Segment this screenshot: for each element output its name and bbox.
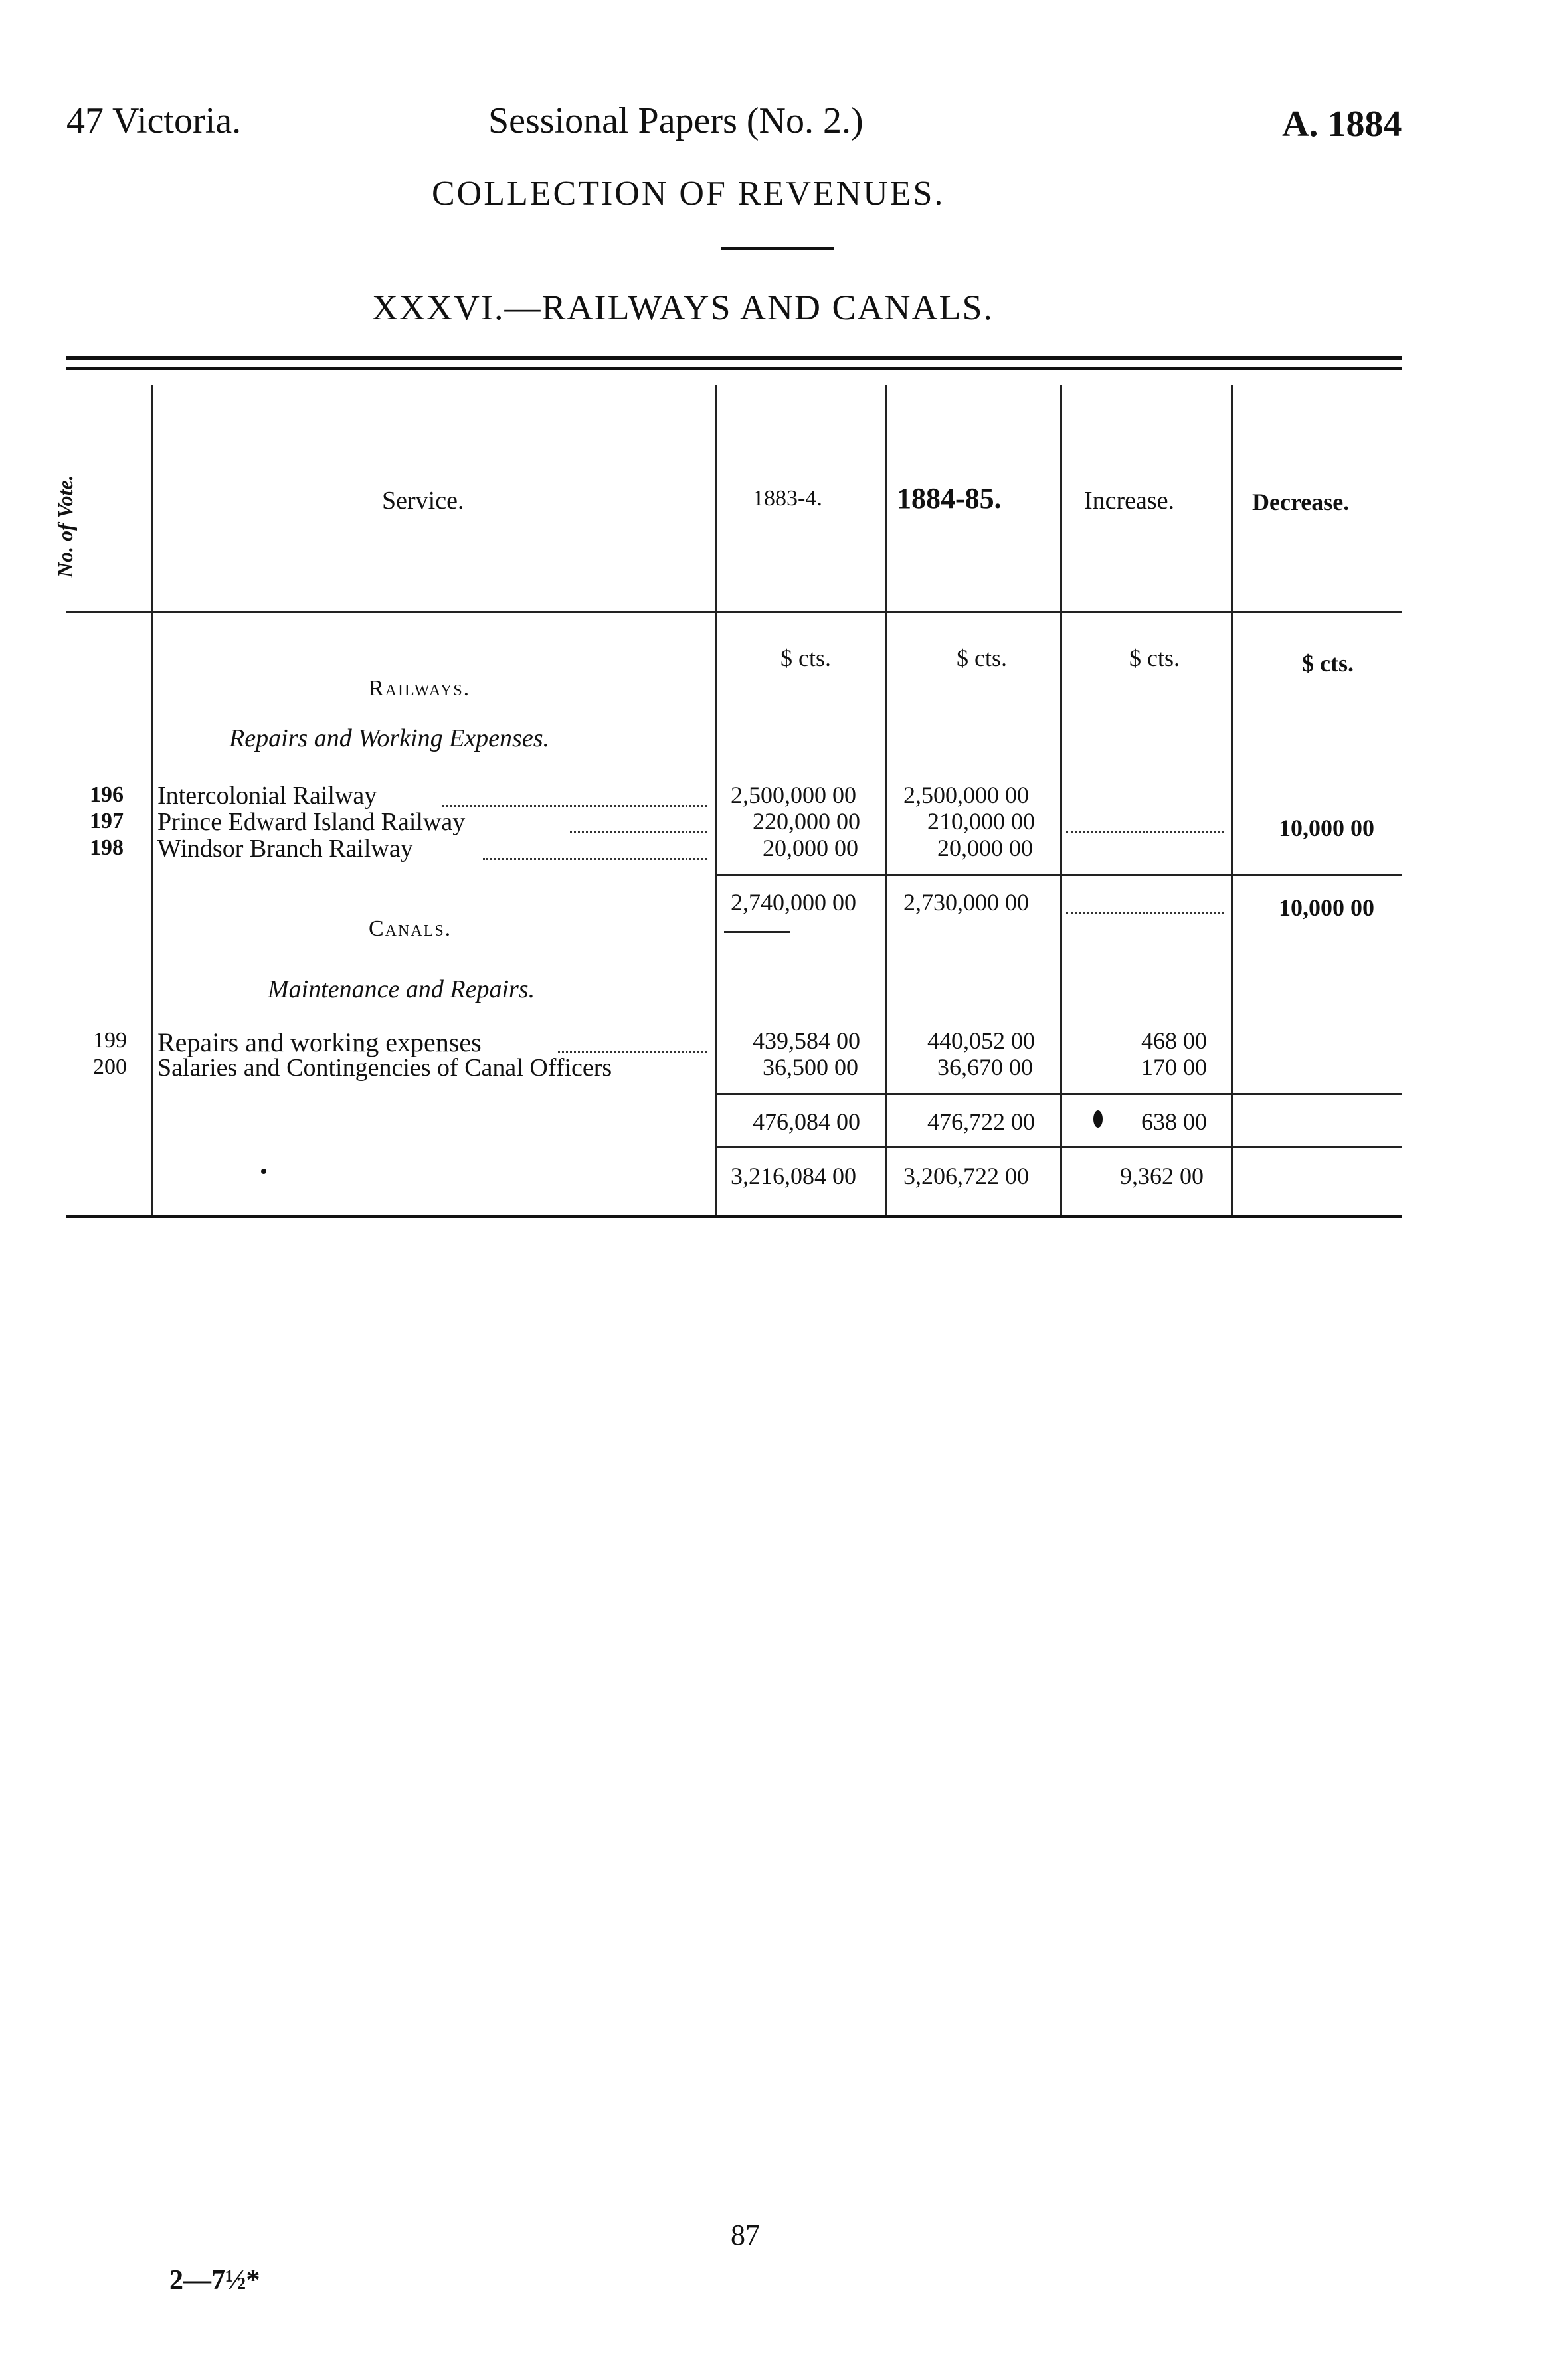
vote-number: 200	[93, 1055, 127, 1079]
vote-number: 197	[90, 809, 124, 833]
amount-1883-4: 439,584 00	[753, 1027, 860, 1054]
col-header-increase: Increase.	[1084, 487, 1175, 515]
service-name: Intercolonial Railway	[157, 782, 377, 809]
amount-1883-4: 2,500,000 00	[731, 782, 856, 808]
subtotal-increase: 638 00	[1141, 1108, 1207, 1135]
service-name: Windsor Branch Railway	[157, 835, 413, 863]
header-left: 47 Victoria.	[66, 100, 242, 141]
title-short-rule	[721, 247, 834, 250]
unit-decrease: $ cts.	[1302, 650, 1354, 677]
col-header-1883-4: 1883-4.	[753, 486, 822, 511]
amount-decrease: 10,000 00	[1279, 815, 1374, 841]
header-right: A. 1884	[1282, 104, 1402, 145]
subtotal-decrease: 10,000 00	[1279, 894, 1374, 921]
subtotal-rule	[717, 874, 1402, 876]
leader-dots	[442, 805, 707, 807]
section-heading-railways: Railways.	[369, 676, 471, 701]
vote-number: 196	[90, 782, 124, 807]
subtotal-1883-4: 476,084 00	[753, 1108, 860, 1135]
amount-1884-85: 210,000 00	[927, 808, 1035, 835]
table-top-rule-2	[66, 367, 1402, 370]
unit-y2: $ cts.	[957, 645, 1007, 671]
signature-mark: 2—7½*	[169, 2265, 260, 2296]
col-header-1884-85: 1884-85.	[897, 482, 1002, 515]
col-line-increase	[1231, 385, 1233, 1215]
table-top-rule	[66, 356, 1402, 360]
amount-1884-85: 20,000 00	[937, 835, 1033, 861]
section-heading-canals: Canals.	[369, 916, 452, 941]
section-subheading-canals: Maintenance and Repairs.	[268, 976, 535, 1003]
subtotal-1884-85: 2,730,000 00	[903, 889, 1029, 916]
col-header-service: Service.	[382, 487, 464, 515]
grand-total-increase: 9,362 00	[1120, 1163, 1204, 1189]
leader-dots	[1066, 831, 1224, 833]
col-header-decrease: Decrease.	[1252, 489, 1350, 515]
header-center: Sessional Papers (No. 2.)	[488, 100, 864, 141]
subtotal-1883-4: 2,740,000 00	[731, 889, 856, 916]
amount-1883-4: 220,000 00	[753, 808, 860, 835]
subtotal-underline	[724, 931, 790, 933]
amount-1883-4: 20,000 00	[763, 835, 858, 861]
amount-increase: 170 00	[1141, 1054, 1207, 1080]
service-name: Prince Edward Island Railway	[157, 808, 466, 836]
vote-number: 198	[90, 835, 124, 860]
bullet-mark	[1093, 1110, 1103, 1128]
unit-y1: $ cts.	[780, 645, 831, 671]
col-line-service	[715, 385, 717, 1215]
amount-increase: 468 00	[1141, 1027, 1207, 1054]
col-line-y2	[1060, 385, 1062, 1215]
service-name: Salaries and Contingencies of Canal Officers	[157, 1054, 612, 1082]
subtotal-1884-85: 476,722 00	[927, 1108, 1035, 1135]
leader-dots	[570, 831, 707, 833]
col-header-vote: No. of Vote.	[53, 475, 77, 578]
col-line-y1	[885, 385, 887, 1215]
grand-total-1884-85: 3,206,722 00	[903, 1163, 1029, 1189]
table-bottom-rule	[66, 1215, 1402, 1218]
header-bottom-rule	[66, 611, 1402, 613]
col-line-vote	[151, 385, 153, 1215]
grand-total-1883-4: 3,216,084 00	[731, 1163, 856, 1189]
amount-1883-4: 36,500 00	[763, 1054, 858, 1080]
dot-mark	[261, 1169, 266, 1174]
subtitle: COLLECTION OF REVENUES.	[432, 175, 945, 212]
amount-1884-85: 36,670 00	[937, 1054, 1033, 1080]
amount-1884-85: 440,052 00	[927, 1027, 1035, 1054]
section-title: XXXVI.—RAILWAYS AND CANALS.	[372, 288, 994, 327]
page-number: 87	[731, 2219, 760, 2251]
leader-dots	[558, 1051, 707, 1053]
section-subheading-railways: Repairs and Working Expenses.	[229, 724, 549, 752]
vote-number: 199	[93, 1028, 127, 1053]
unit-increase: $ cts.	[1129, 645, 1180, 671]
grand-total-rule	[717, 1146, 1402, 1148]
amount-1884-85: 2,500,000 00	[903, 782, 1029, 808]
leader-dots	[1066, 912, 1224, 914]
service-name: Repairs and working expenses	[157, 1027, 482, 1057]
subtotal-rule	[717, 1093, 1402, 1095]
leader-dots	[483, 858, 707, 860]
